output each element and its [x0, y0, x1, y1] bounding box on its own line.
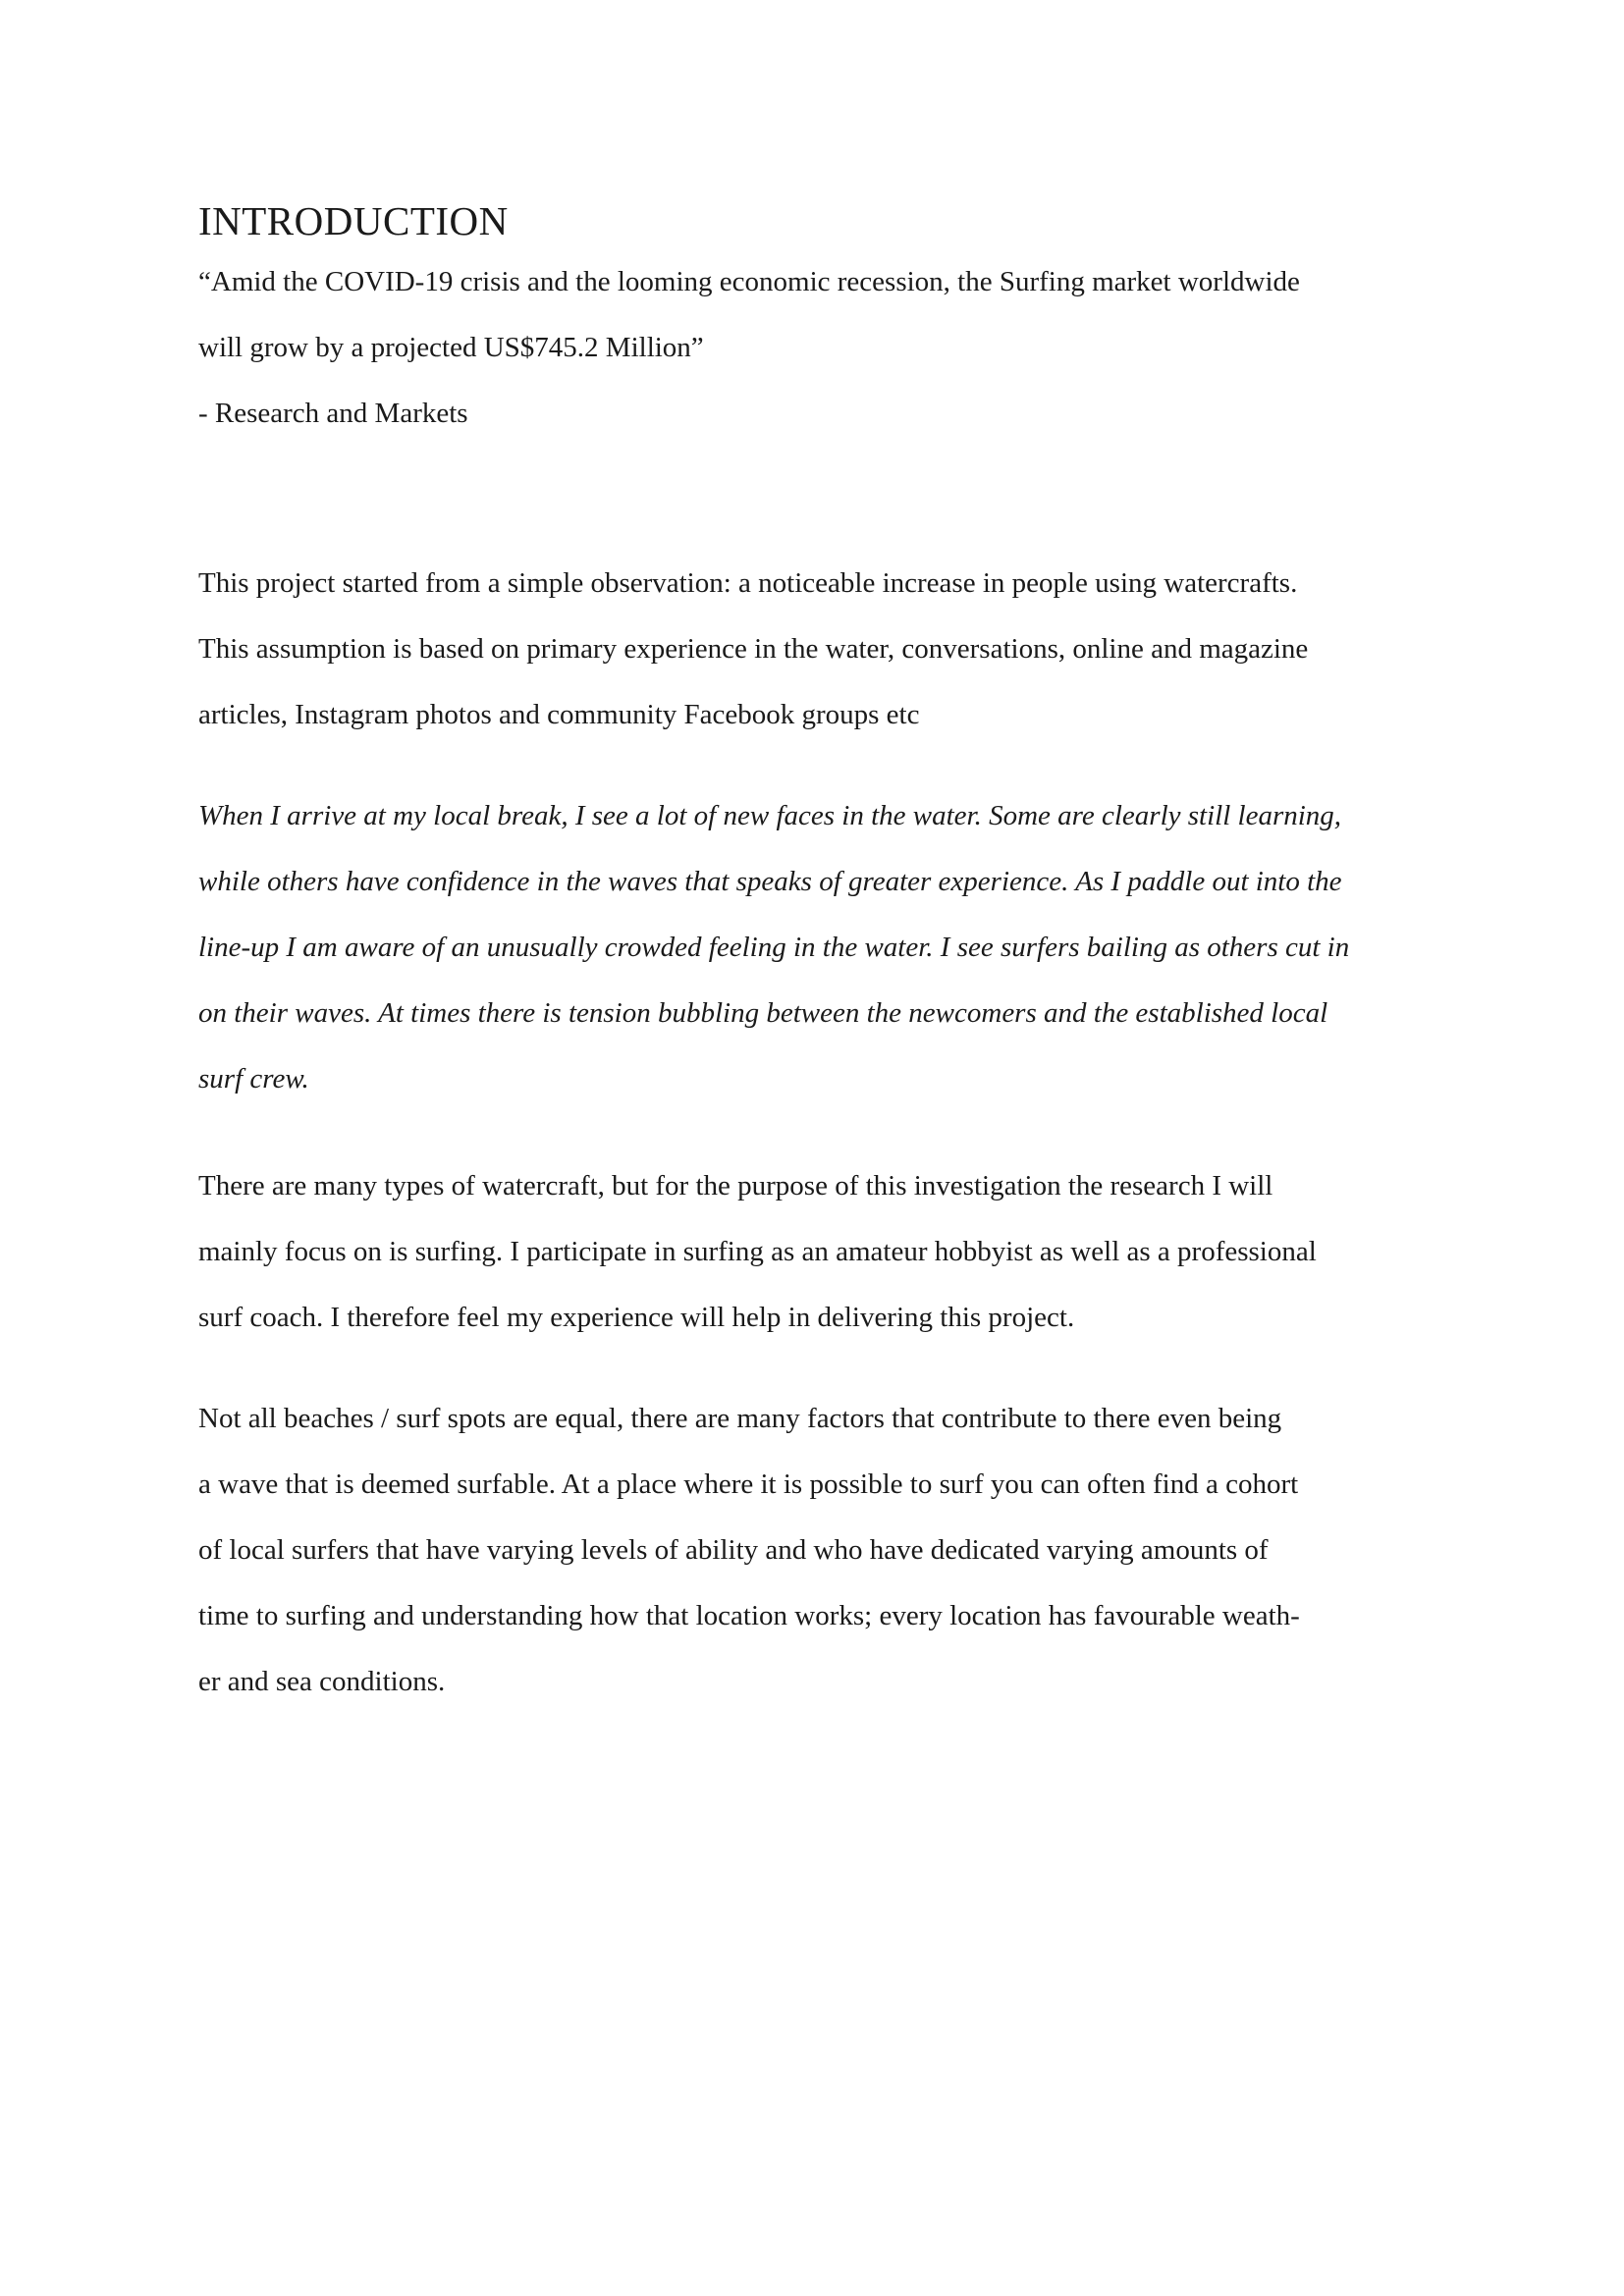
paragraph-personal-account	[198, 783, 1443, 1112]
paragraph-observation	[198, 551, 1443, 748]
paragraph-line: articles, Instagram photos and community Facebook groups etc	[198, 699, 920, 730]
quote-line: “Amid the COVID-19 crisis and the looming economic recession, the Surfing market worldwide	[198, 266, 1300, 297]
paragraph-line: This project started from a simple observation: a noticeable increase in people using watercrafts.	[198, 567, 1298, 599]
paragraph-line: mainly focus on is surfing. I participate in surfing as an amateur hobbyist as well as a professional	[198, 1236, 1317, 1267]
paragraph-line: time to surfing and understanding how that location works; every location has favourable weath-	[198, 1600, 1300, 1631]
paragraph-line: of local surfers that have varying levels of ability and who have dedicated varying amounts of	[198, 1534, 1269, 1566]
paragraph-line: er and sea conditions.	[198, 1666, 446, 1697]
page-heading: INTRODUCTION	[198, 198, 509, 243]
quote-line: will grow by a projected US$745.2 Million”	[198, 332, 704, 363]
paragraph-line: surf crew.	[198, 1063, 309, 1095]
paragraph-line: line-up I am aware of an unusually crowded feeling in the water. I see surfers bailing as others cut in	[198, 932, 1350, 963]
paragraph-line: a wave that is deemed surfable. At a place where it is possible to surf you can often find a cohort	[198, 1468, 1299, 1500]
paragraph-research-focus	[198, 1153, 1443, 1351]
market-quote	[198, 249, 1443, 447]
paragraph-line: This assumption is based on primary experience in the water, conversations, online and magazine	[198, 633, 1309, 665]
page-content	[198, 192, 1443, 1715]
quote-attribution: - Research and Markets	[198, 398, 468, 429]
paragraph-line: surf coach. I therefore feel my experience will help in delivering this project.	[198, 1302, 1075, 1333]
paragraph-line: There are many types of watercraft, but for the purpose of this investigation the research I will	[198, 1170, 1273, 1201]
paragraph-line: while others have confidence in the waves that speaks of greater experience. As I paddle out into the	[198, 866, 1342, 897]
paragraph-line: Not all beaches / surf spots are equal, there are many factors that contribute to there even being	[198, 1403, 1282, 1434]
paragraph-surf-spots	[198, 1386, 1443, 1715]
paragraph-line: on their waves. At times there is tension bubbling between the newcomers and the established local	[198, 997, 1328, 1029]
paragraph-line: When I arrive at my local break, I see a lot of new faces in the water. Some are clearly still learning,	[198, 800, 1342, 831]
